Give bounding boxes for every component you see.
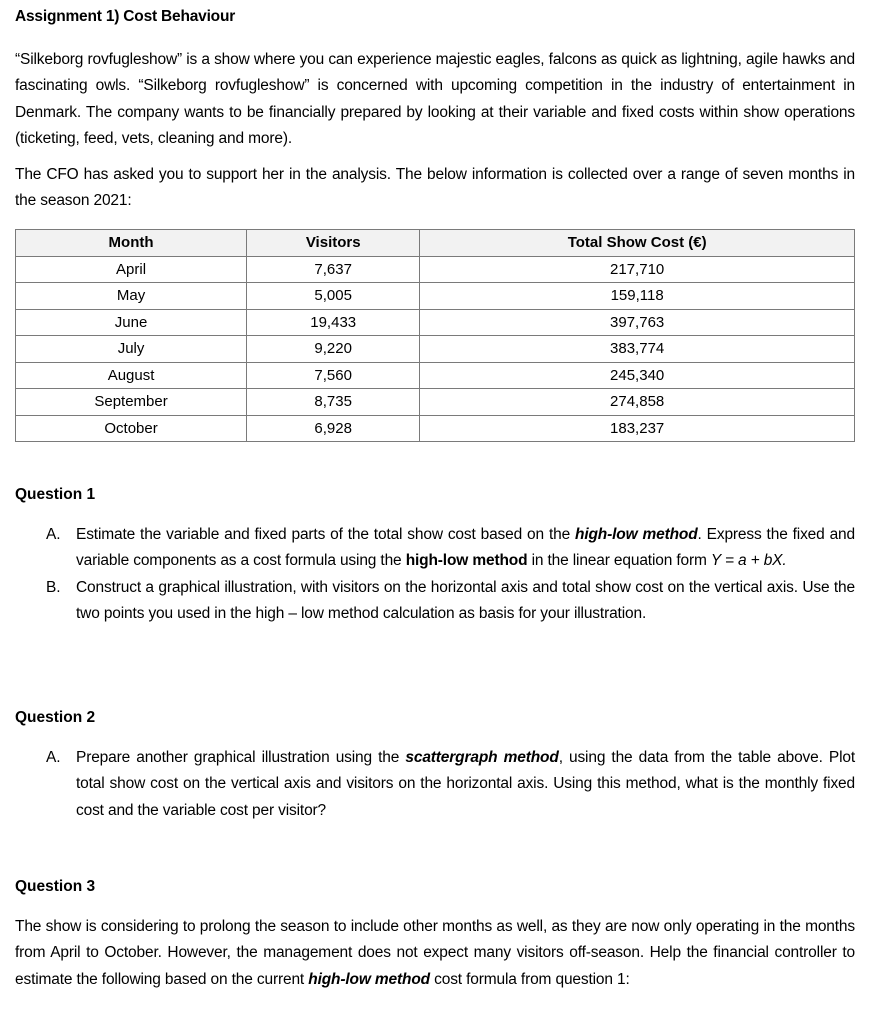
text-span: cost formula from question 1: — [429, 970, 630, 988]
cell-cost: 245,340 — [420, 362, 855, 389]
question-1a-text — [76, 522, 855, 575]
emphasis-scattergraph-method: scattergraph method — [405, 749, 559, 766]
question-2a-text — [76, 745, 855, 824]
cell-visitors: 8,735 — [247, 389, 420, 416]
question-2-heading: Question 2 — [15, 709, 96, 726]
cell-visitors: 6,928 — [247, 415, 420, 442]
list-marker: A. — [46, 526, 61, 543]
cell-cost: 159,118 — [420, 283, 855, 310]
question-2-list — [46, 745, 855, 824]
question-1-heading: Question 1 — [15, 486, 96, 503]
question-1b-text: Construct a graphical illustration, with visitors on the horizontal axis and total show cost on the vertical axis. Use the two points you used in the high – low method calculation as basis for your illustration. — [76, 578, 855, 622]
question-2a — [46, 745, 855, 824]
table-header-row — [16, 230, 855, 257]
cell-cost: 183,237 — [420, 415, 855, 442]
cell-cost: 274,858 — [420, 389, 855, 416]
cell-visitors: 19,433 — [247, 309, 420, 336]
list-marker: B. — [46, 578, 61, 596]
table-row — [16, 415, 855, 442]
emphasis-high-low-method: high-low method — [405, 552, 528, 570]
header-month: Month — [16, 230, 247, 257]
cell-month: September — [16, 389, 247, 416]
cell-cost: 383,774 — [420, 336, 855, 363]
table-row — [16, 362, 855, 389]
emphasis-high-low-method: high-low method — [575, 526, 698, 543]
cost-data-table — [15, 229, 855, 442]
cell-visitors: 7,560 — [247, 362, 420, 389]
cell-visitors: 5,005 — [247, 283, 420, 310]
intro-paragraph: “Silkeborg rovfugleshow” is a show where you can experience majestic eagles, falcons as quick as lightning, agile hawks and fascinating owls. “Silkeborg rovfugleshow” is concerned with upcoming competition in the industry of entertainment in Denmark. The company wants to be financially prepared by looking at their variable and fixed costs within show operations (ticketing, feed, vets, cleaning and more). — [15, 51, 855, 147]
question-3-text — [15, 914, 855, 993]
table-row — [16, 389, 855, 416]
cfo-paragraph: The CFO has asked you to support her in the analysis. The below information is collected over a range of seven months in the season 2021: — [15, 166, 855, 210]
cell-month: April — [16, 256, 247, 283]
list-marker: A. — [46, 749, 61, 766]
header-total-show-cost: Total Show Cost (€) — [420, 230, 855, 257]
question-1-list — [46, 522, 855, 627]
text-span: The show is considering to prolong the season to include other months as well, as they are now only operating in the months from April to October. However, the management does not expect many visitors off-season. Help the financial controller to estimate the following based on the current — [15, 918, 855, 988]
cell-cost: 217,710 — [420, 256, 855, 283]
linear-equation: Y = a + bX. — [710, 552, 787, 570]
question-1a — [46, 522, 855, 575]
cell-cost: 397,763 — [420, 309, 855, 336]
text-span: Estimate the variable and fixed parts of the total show cost based on the — [76, 526, 576, 543]
text-span: , using the data from the table above. Plot total show cost on the vertical axis and visitors on the horizontal axis. Using this method, what is the monthly fixed cost and the variable cost per visitor? — [76, 749, 856, 819]
question-3-heading: Question 3 — [15, 878, 96, 895]
cell-visitors: 9,220 — [247, 336, 420, 363]
table-row — [16, 283, 855, 310]
cell-month: August — [16, 362, 247, 389]
header-visitors: Visitors — [247, 230, 420, 257]
text-span: Prepare another graphical illustration using the — [76, 749, 406, 766]
table-row — [16, 256, 855, 283]
assignment-title: Assignment 1) Cost Behaviour — [15, 8, 236, 25]
emphasis-high-low-method: high-low method — [308, 970, 430, 988]
text-span: in the linear equation form — [527, 552, 711, 570]
cell-month: June — [16, 309, 247, 336]
question-1b — [46, 575, 855, 628]
cell-visitors: 7,637 — [247, 256, 420, 283]
table-row — [16, 309, 855, 336]
table-row — [16, 336, 855, 363]
cell-month: July — [16, 336, 247, 363]
text-span: . Express the fixed and variable components as a cost formula using the — [76, 526, 855, 570]
cell-month: October — [16, 415, 247, 442]
cell-month: May — [16, 283, 247, 310]
